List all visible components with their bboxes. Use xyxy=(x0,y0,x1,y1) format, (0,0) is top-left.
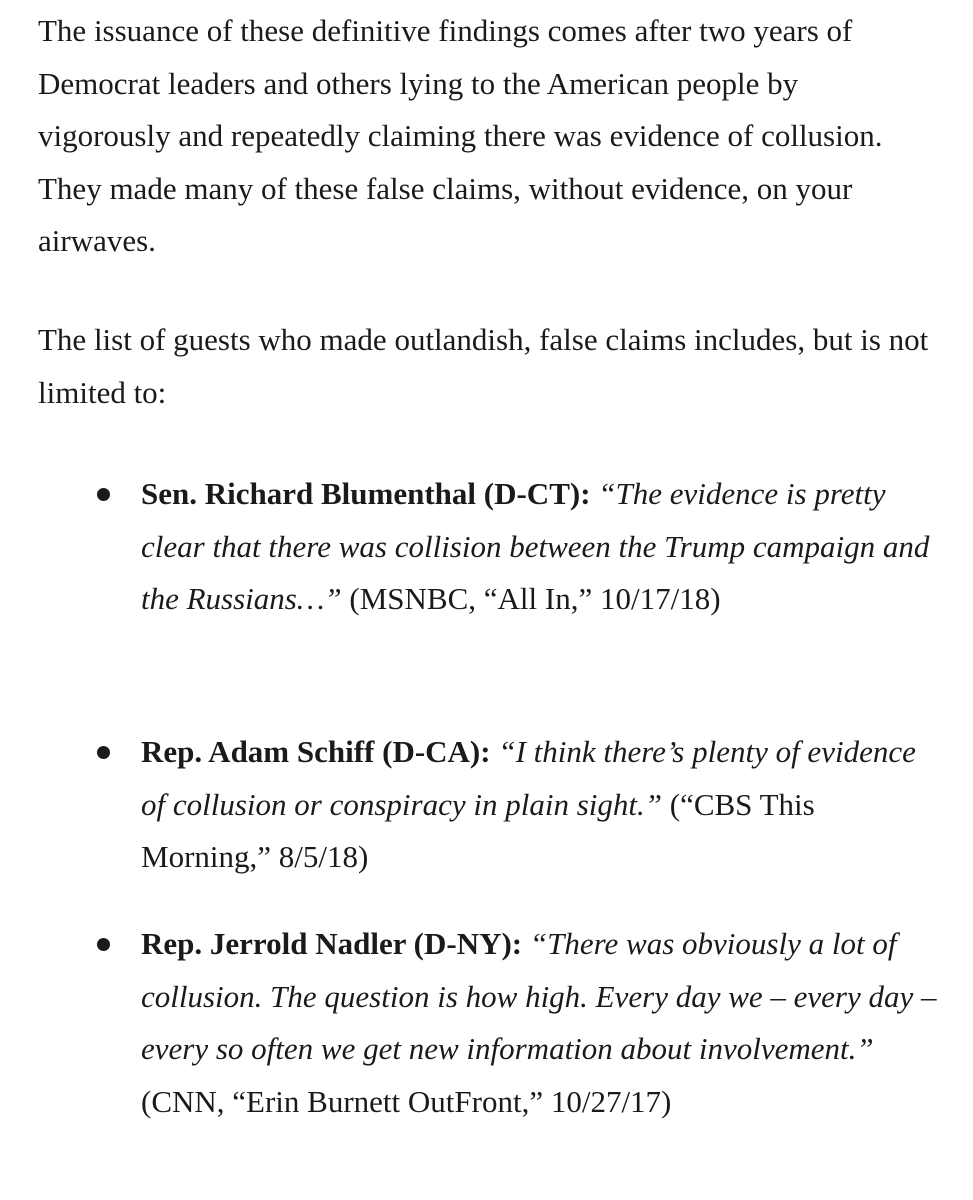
list-lead-paragraph: The list of guests who made outlandish, false claims includes, but is not limited to: xyxy=(38,322,929,410)
quote-text: “The evidence is pretty clear that there was collision between the Trump campaign and the Russians…” xyxy=(141,476,930,616)
list-item-nadler xyxy=(141,918,941,1128)
speaker-name: Sen. Richard Blumenthal (D-CT): xyxy=(141,476,591,511)
list-item-blumenthal xyxy=(141,468,941,626)
speaker-name: Rep. Jerrold Nadler (D-NY): xyxy=(141,926,523,961)
bullet-icon xyxy=(97,488,110,501)
quote-source: (“CBS This Morning,” 8/5/18) xyxy=(141,786,815,874)
quote-source: (MSNBC, “All In,” 10/17/18) xyxy=(349,581,721,616)
list-item-schiff xyxy=(141,726,941,884)
quote-text: “I think there’s plenty of evidence of collusion or conspiracy in plain sight.” xyxy=(141,734,916,822)
speaker-name: Rep. Adam Schiff (D-CA): xyxy=(141,734,491,769)
bullet-icon xyxy=(97,746,110,759)
intro-paragraph: The issuance of these definitive findings comes after two years of Democrat leaders and others lying to the American people by vigorously and repeatedly claiming there was evidence of collusion. They made many of these false claims, without evidence, on your airwaves. xyxy=(38,13,883,258)
quote-text: “There was obviously a lot of collusion. The question is how high. Every day we – every day – every so often we get new information about involvement.” xyxy=(141,926,937,1066)
bullet-icon xyxy=(97,938,110,951)
quote-source: (CNN, “Erin Burnett OutFront,” 10/27/17) xyxy=(141,1083,672,1119)
